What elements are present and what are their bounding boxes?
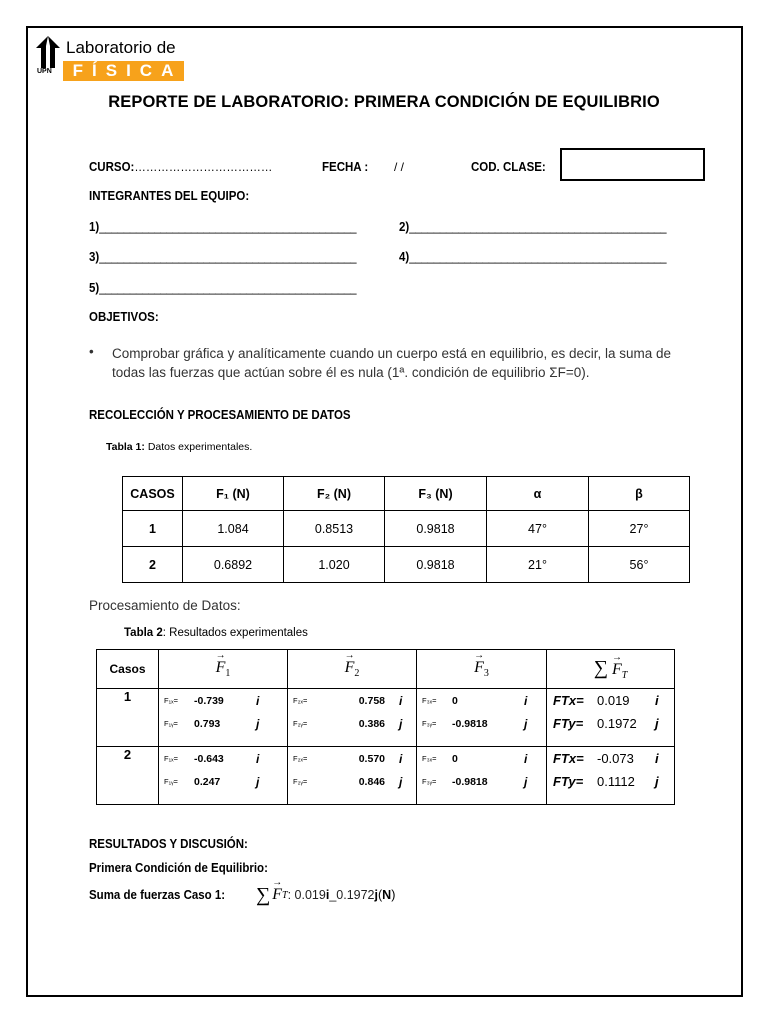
t1-cell: 1 <box>123 511 183 547</box>
logo-upn: UPN <box>37 68 52 75</box>
t1-cell: 0.8513 <box>284 511 385 547</box>
fecha-label: FECHA : <box>322 160 369 174</box>
t1-cell: 0.9818 <box>385 547 487 583</box>
fecha-value: / / <box>394 160 405 174</box>
t2-caso: 1 <box>97 689 159 747</box>
t2-cell-f3: F₃ₓ= 0 i F₃ᵧ= -0.9818 j <box>417 747 547 805</box>
t1-cell: 47° <box>487 511 589 547</box>
cod-clase-box[interactable] <box>560 148 705 181</box>
curso-label: CURSO:……………………………… <box>89 160 273 174</box>
t2-header-f2: → $F_2$ <box>288 650 417 689</box>
t2-cell-f3: F₃ₓ= 0 i F₃ᵧ= -0.9818 j <box>417 689 547 747</box>
tabla1-caption: Tabla 1: Datos experimentales. <box>106 441 253 453</box>
table-row <box>97 747 675 805</box>
t1-cell: 0.9818 <box>385 511 487 547</box>
t1-cell: 21° <box>487 547 589 583</box>
t1-header: α <box>487 477 589 511</box>
t2-cell-f1: F₁ₓ= -0.739 i F₁ᵧ= 0.793 j <box>159 689 288 747</box>
integrantes-label: INTEGRANTES DEL EQUIPO: <box>89 189 250 203</box>
t2-header-casos: Casos <box>97 650 159 689</box>
recoleccion-heading: RECOLECCIÓN Y PROCESAMIENTO DE DATOS <box>89 408 351 422</box>
objetivo-text: Comprobar gráfica y analíticamente cuando un cuerpo está en equilibrio, es decir, la suma de todas las fuerzas que actúan sobre él es nula (1ª. condición de equilibrio ΣF=0). <box>112 346 672 380</box>
t2-caso: 2 <box>97 747 159 805</box>
t1-cell: 2 <box>123 547 183 583</box>
table-row <box>97 689 675 747</box>
t1-header: β <box>589 477 690 511</box>
t1-header: F₂ (N) <box>284 477 385 511</box>
t2-cell-ft: FTx= -0.073 i FTy= 0.1112 j <box>547 747 675 805</box>
procesamiento-label: Procesamiento de Datos: <box>89 598 241 613</box>
t1-header: CASOS <box>123 477 183 511</box>
t2-header-f3: → $F_3$ <box>417 650 547 689</box>
t1-header: F₃ (N) <box>385 477 487 511</box>
member-line-1[interactable]: 1)__________________________________________ <box>89 220 357 234</box>
t1-cell: 27° <box>589 511 690 547</box>
t1-cell: 1.020 <box>284 547 385 583</box>
objetivos-heading: OBJETIVOS: <box>89 310 159 324</box>
tabla2-caption: Tabla 2: Resultados experimentales <box>124 627 308 639</box>
t2-header-ft: ∑ → $F_T$ <box>547 650 675 689</box>
member-line-4[interactable]: 4)__________________________________________ <box>399 250 667 264</box>
member-line-2[interactable]: 2)__________________________________________ <box>399 220 667 234</box>
cod-clase-label: COD. CLASE: <box>471 160 546 174</box>
t1-cell: 56° <box>589 547 690 583</box>
tabla2 <box>96 649 675 805</box>
logo-fisica: FÍSICA <box>63 61 184 81</box>
t2-cell-f2: F₂ₓ= 0.570 i F₂ᵧ= 0.846 j <box>288 747 417 805</box>
logo-text: Laboratorio de <box>66 38 176 57</box>
t1-cell: 0.6892 <box>183 547 284 583</box>
primera-condicion-label: Primera Condición de Equilibrio: <box>89 861 268 875</box>
member-line-3[interactable]: 3)__________________________________________ <box>89 250 357 264</box>
t1-header: F₁ (N) <box>183 477 284 511</box>
table-row <box>123 547 690 583</box>
page-title: REPORTE DE LABORATORIO: PRIMERA CONDICIÓN DE EQUILIBRIO <box>108 93 660 111</box>
resultados-heading: RESULTADOS Y DISCUSIÓN: <box>89 837 248 851</box>
t2-cell-f2: F₂ₓ= 0.758 i F₂ᵧ= 0.386 j <box>288 689 417 747</box>
tabla1 <box>122 476 690 583</box>
t2-header-f1: → $F_1$ <box>159 650 288 689</box>
t2-cell-ft: FTx= 0.019 i FTy= 0.1972 j <box>547 689 675 747</box>
bullet-icon: • <box>89 344 94 359</box>
suma-fuerzas-line: Suma de fuerzas Caso 1: ∑ → F T : 0.019 i _0.1972 j ( N ) <box>89 877 396 906</box>
t2-cell-f1: F₁ₓ= -0.643 i F₁ᵧ= 0.247 j <box>159 747 288 805</box>
table-row <box>123 511 690 547</box>
member-line-5[interactable]: 5)__________________________________________ <box>89 281 357 295</box>
t1-cell: 1.084 <box>183 511 284 547</box>
